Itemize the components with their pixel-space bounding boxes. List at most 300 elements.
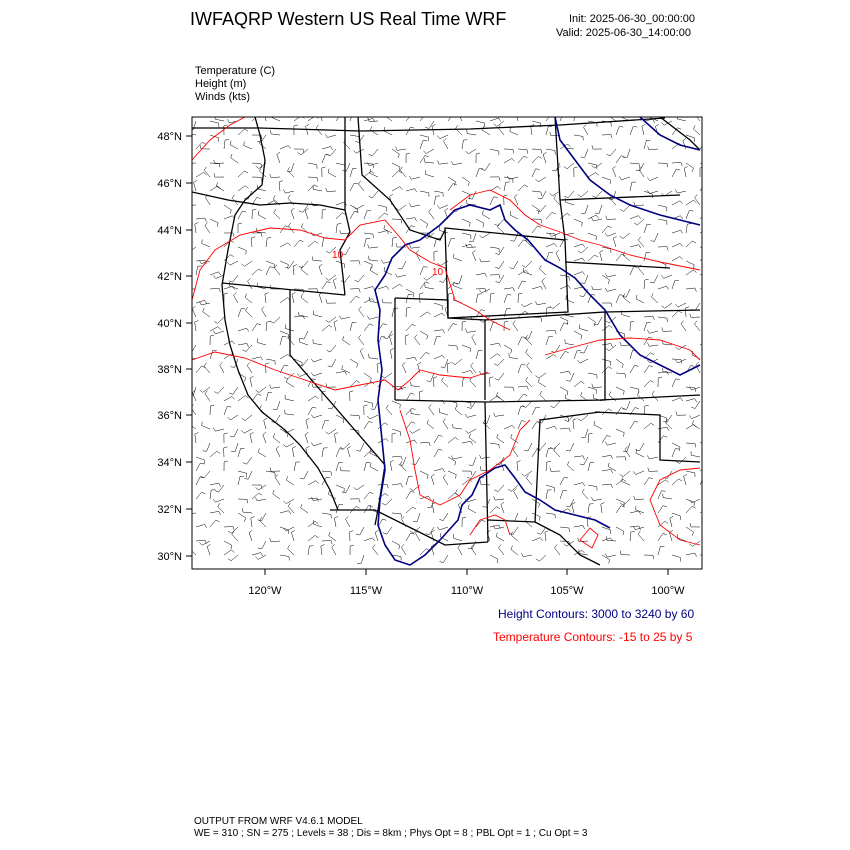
wind-barb xyxy=(308,163,317,169)
wind-barb xyxy=(340,467,350,471)
wind-barb xyxy=(504,288,515,292)
lon-label-105: 105°W xyxy=(550,585,584,597)
wind-barb xyxy=(425,170,434,177)
variable-temperature: Temperature (C) xyxy=(195,65,276,77)
wind-barb xyxy=(224,397,235,402)
wind-barb xyxy=(546,126,552,135)
wind-barb xyxy=(313,311,322,317)
wind-barb xyxy=(532,205,539,214)
wind-barb xyxy=(448,324,457,332)
wind-barb xyxy=(676,411,686,415)
wind-barb xyxy=(588,504,593,513)
wind-barb xyxy=(252,269,262,275)
wind-barb xyxy=(210,327,221,331)
wind-barb xyxy=(186,202,196,206)
chart-title: IWFAQRP Western US Real Time WRF xyxy=(190,9,507,29)
wind-barb xyxy=(686,224,691,233)
wind-barb xyxy=(350,359,358,368)
wind-barb xyxy=(248,278,253,289)
wind-barb xyxy=(672,449,679,457)
temp-contour-ne xyxy=(450,190,700,270)
wind-barb xyxy=(210,511,221,515)
wind-barb xyxy=(602,469,613,473)
wind-barb xyxy=(328,359,336,367)
wind-barb xyxy=(469,457,476,465)
wind-barb xyxy=(419,391,423,401)
wind-barb xyxy=(213,499,224,502)
wind-barb xyxy=(425,283,434,289)
wind-barb xyxy=(644,366,653,373)
wind-barb xyxy=(630,321,634,331)
lat-label-36: 36°N xyxy=(157,410,182,422)
wind-barb xyxy=(518,365,525,373)
wind-barb xyxy=(578,247,588,253)
wind-barb xyxy=(510,261,519,269)
wind-barb xyxy=(382,299,392,303)
wind-barb xyxy=(367,316,378,320)
wind-barb xyxy=(560,491,567,500)
wind-barb xyxy=(420,442,430,446)
wind-barb xyxy=(322,421,329,430)
wind-barb xyxy=(630,267,638,275)
wind-barb xyxy=(264,418,267,429)
wind-barb xyxy=(390,460,394,471)
wind-barb xyxy=(616,359,623,368)
wind-barb xyxy=(602,367,612,373)
wind-barb xyxy=(406,422,415,429)
wind-barb xyxy=(214,317,224,323)
wind-barb xyxy=(286,378,294,387)
wind-barb xyxy=(373,545,378,555)
wind-barb xyxy=(454,254,462,261)
wind-barb xyxy=(444,138,449,149)
wind-barb xyxy=(666,419,673,429)
wind-barb xyxy=(538,191,546,199)
wind-barb xyxy=(695,321,701,331)
wind-barb xyxy=(462,219,470,227)
wind-barb xyxy=(280,555,289,560)
wind-barb xyxy=(370,505,378,513)
wind-barb xyxy=(574,272,585,275)
wind-barb xyxy=(308,521,318,527)
wind-barb xyxy=(581,149,588,157)
wind-barb xyxy=(476,121,485,127)
wind-barb xyxy=(532,226,541,233)
wind-barb xyxy=(336,485,344,492)
wind-barb xyxy=(504,321,508,331)
wind-barb xyxy=(326,429,336,434)
wind-barb xyxy=(252,209,256,219)
wind-barb xyxy=(634,202,644,206)
wind-barb xyxy=(692,420,700,429)
model-footer-line2: WE = 310 ; SN = 275 ; Levels = 38 ; Dis = 8km ; Phys Opt = 8 ; PBL Opt = 1 ; Cu Opt = 3 xyxy=(194,828,588,839)
oklahoma xyxy=(600,395,700,400)
wind-barb xyxy=(496,533,504,541)
wind-barb xyxy=(252,233,262,237)
wind-barb xyxy=(453,424,463,429)
wind-barb xyxy=(521,553,532,557)
valid-time: Valid: 2025-06-30_14:00:00 xyxy=(556,27,691,39)
wind-barb xyxy=(672,230,683,233)
wind-barb xyxy=(224,293,228,303)
wind-barb xyxy=(504,158,515,163)
colorado xyxy=(485,312,605,402)
wind-barb xyxy=(588,433,593,443)
wind-barb xyxy=(392,429,401,436)
temperature-contours-legend: Temperature Contours: -15 to 25 by 5 xyxy=(493,630,693,644)
wind-barb xyxy=(238,396,248,401)
wind-barb xyxy=(322,325,332,331)
wind-barb xyxy=(406,289,414,297)
wind-barb xyxy=(364,405,368,415)
temp-contour-east xyxy=(545,338,700,360)
wind-barb xyxy=(532,286,543,289)
wind-barb xyxy=(442,377,448,387)
wind-barb xyxy=(227,261,238,265)
wind-barb xyxy=(257,339,266,346)
wind-barb xyxy=(242,345,252,352)
wind-barb xyxy=(266,267,274,275)
wind-barb xyxy=(607,149,616,156)
wind-barb xyxy=(210,335,214,345)
wind-barb xyxy=(476,273,487,277)
wind-barb xyxy=(210,135,219,142)
wind-barb xyxy=(370,267,378,275)
wind-barb xyxy=(300,331,308,339)
wind-barb xyxy=(588,317,595,326)
wind-barb xyxy=(616,254,625,261)
wind-barb xyxy=(210,483,221,487)
wind-barb xyxy=(672,479,682,485)
wind-barb xyxy=(458,110,462,121)
wind-barb xyxy=(224,233,234,237)
wind-barb xyxy=(425,121,434,129)
wind-barb xyxy=(257,283,266,289)
wind-barb xyxy=(392,187,403,191)
wind-barb xyxy=(574,219,582,227)
wind-barb xyxy=(299,205,308,212)
wind-barb xyxy=(497,223,504,233)
wind-barb xyxy=(616,479,626,485)
wind-barb xyxy=(244,142,252,150)
wind-barb xyxy=(605,288,616,291)
wind-barb xyxy=(294,149,304,153)
wind-barb xyxy=(434,469,445,472)
wind-barb xyxy=(591,497,602,501)
wind-barb xyxy=(620,205,630,211)
wind-barb xyxy=(481,163,490,171)
wind-barb xyxy=(592,286,602,290)
wind-barb xyxy=(560,351,569,359)
wind-barb xyxy=(238,476,244,485)
wind-barb xyxy=(327,345,336,352)
wind-barb xyxy=(230,141,238,149)
wind-barb xyxy=(378,439,389,444)
wind-barb xyxy=(602,359,611,366)
wind-barb xyxy=(518,406,525,415)
wind-barb xyxy=(700,477,707,485)
wind-barb xyxy=(238,171,248,177)
wind-barb xyxy=(340,230,350,234)
wind-barb xyxy=(630,350,637,359)
wind-barb xyxy=(252,177,262,181)
wind-barb xyxy=(616,373,626,378)
wind-barb xyxy=(332,544,336,555)
wind-barb xyxy=(630,163,640,168)
wind-barb xyxy=(518,394,527,401)
wind-barb xyxy=(199,301,210,305)
wind-barb xyxy=(280,146,291,150)
wind-barb xyxy=(647,190,658,193)
wind-barb xyxy=(210,520,219,527)
wind-barb xyxy=(686,241,696,247)
wind-barb xyxy=(498,125,504,135)
wind-barb xyxy=(560,275,569,281)
wind-barb xyxy=(448,471,456,479)
wind-barb xyxy=(532,149,542,153)
wind-barb xyxy=(683,138,686,149)
wind-barb xyxy=(292,292,296,303)
utah-arizona xyxy=(395,400,485,402)
utah-east xyxy=(395,298,485,400)
wind-barb xyxy=(638,531,644,541)
wind-barb xyxy=(620,551,630,555)
wind-barb xyxy=(336,449,343,457)
wind-barb xyxy=(647,177,658,181)
wind-barb xyxy=(479,289,490,293)
wind-barb xyxy=(613,236,616,247)
wind-barb xyxy=(298,149,308,155)
wind-barb xyxy=(205,223,210,234)
temperature-contours xyxy=(192,117,700,548)
wind-barb xyxy=(602,344,613,348)
wind-barb xyxy=(251,237,255,247)
wind-barb xyxy=(406,357,417,361)
wind-barb xyxy=(413,513,420,522)
wind-barb xyxy=(686,211,693,219)
wind-barb xyxy=(672,555,681,562)
wind-barb xyxy=(546,253,553,262)
wind-barb xyxy=(322,209,326,219)
wind-barb xyxy=(546,337,553,346)
wind-barb xyxy=(273,401,280,410)
wind-barb xyxy=(423,149,434,154)
wind-barb xyxy=(238,328,249,331)
wind-barb xyxy=(606,345,616,351)
wind-barb xyxy=(420,312,430,317)
wind-barb xyxy=(490,377,494,387)
contour-label-1: 10 xyxy=(432,267,444,278)
wind-barb xyxy=(546,243,557,247)
arizona-south xyxy=(330,510,488,545)
wind-barb xyxy=(532,407,540,415)
wind-barb xyxy=(588,233,596,240)
wind-barb xyxy=(258,541,266,549)
wind-barb xyxy=(467,130,476,136)
wind-barb xyxy=(602,177,610,184)
wind-barb xyxy=(266,392,272,401)
wind-barb xyxy=(410,245,421,249)
wind-barb xyxy=(490,177,500,181)
wind-barb xyxy=(313,339,322,345)
wind-barb xyxy=(700,142,709,149)
wind-barb xyxy=(636,443,644,451)
wind-barb xyxy=(195,321,199,332)
wind-barb xyxy=(616,506,625,513)
wind-barb xyxy=(199,541,210,545)
wind-barb xyxy=(358,181,364,191)
wind-barb xyxy=(186,160,196,164)
wind-barb xyxy=(289,223,294,233)
wind-barb xyxy=(658,546,664,555)
wind-barb xyxy=(555,545,560,555)
wind-barb xyxy=(443,475,448,486)
wind-barb xyxy=(616,295,624,303)
wind-barb xyxy=(319,292,322,303)
wind-barb xyxy=(465,414,476,417)
wind-barb xyxy=(540,391,546,401)
temp-contour-west xyxy=(192,220,510,330)
wind-barb xyxy=(686,553,697,557)
wind-barb xyxy=(472,250,476,261)
wind-barb xyxy=(350,296,360,303)
wind-barb xyxy=(511,513,518,521)
wind-barb xyxy=(437,527,448,530)
wind-barb xyxy=(437,205,448,209)
wind-barb xyxy=(565,339,574,345)
wind-barb xyxy=(455,406,462,415)
wind-barb xyxy=(537,527,546,534)
wind-barb xyxy=(406,324,416,331)
wind-barb xyxy=(396,147,407,151)
wind-barb xyxy=(279,181,283,191)
wind-barb xyxy=(359,307,364,317)
wind-barb xyxy=(252,485,262,489)
wind-barb xyxy=(293,265,297,275)
wind-barb xyxy=(213,428,224,432)
wind-barb xyxy=(286,476,294,485)
wind-barb xyxy=(658,317,668,322)
wind-barb xyxy=(301,294,308,303)
wind-barb xyxy=(469,233,476,242)
wind-barb xyxy=(424,158,434,163)
wind-barb xyxy=(527,363,532,373)
wind-barb xyxy=(700,183,709,191)
wind-barb xyxy=(231,443,238,452)
wind-barb xyxy=(224,433,228,443)
wind-barb xyxy=(244,471,252,479)
wind-barb xyxy=(265,111,269,122)
wind-barb xyxy=(514,194,518,205)
wind-barb xyxy=(690,314,700,318)
wind-barb xyxy=(285,410,294,415)
wind-barb xyxy=(210,451,220,457)
wind-barb xyxy=(210,405,214,415)
wind-barb xyxy=(466,329,477,333)
wind-barb xyxy=(305,432,308,443)
wind-barb xyxy=(462,517,466,527)
wind-barb xyxy=(224,140,229,150)
wind-barb xyxy=(494,413,505,417)
wind-barb xyxy=(508,485,518,491)
lat-label-30: 30°N xyxy=(157,551,182,563)
wind-barb xyxy=(578,191,588,197)
wind-barb xyxy=(574,525,585,529)
wind-barb xyxy=(311,359,322,362)
wind-barb xyxy=(273,434,280,443)
wind-barb xyxy=(470,377,476,387)
wind-barb xyxy=(214,387,224,394)
wind-barb xyxy=(252,324,261,331)
contour-label-0: 10 xyxy=(332,250,344,261)
wind-barb xyxy=(336,261,345,268)
wind-barb xyxy=(448,239,455,248)
wind-barb xyxy=(644,225,651,234)
wind-barb xyxy=(454,534,463,541)
wind-barb xyxy=(434,435,442,443)
wind-barb xyxy=(280,511,291,514)
wind-barb xyxy=(301,266,308,275)
wind-barb xyxy=(213,275,224,279)
wind-barb xyxy=(434,303,443,310)
wind-barb xyxy=(326,299,336,303)
wind-barb xyxy=(243,457,252,464)
wind-barb xyxy=(270,174,280,178)
wind-barb xyxy=(283,443,294,447)
wind-barb xyxy=(685,307,689,317)
wind-barb xyxy=(630,216,641,219)
wind-barb xyxy=(322,513,331,518)
wind-barb xyxy=(196,172,207,177)
wind-barb xyxy=(322,167,326,177)
wind-barb xyxy=(623,443,630,452)
wind-barb xyxy=(382,373,392,378)
wind-barb xyxy=(560,428,570,432)
wind-barb xyxy=(560,323,568,331)
wind-barb xyxy=(224,541,232,549)
wind-barb xyxy=(462,378,467,387)
wind-barb xyxy=(204,363,210,373)
wind-barb xyxy=(210,186,221,191)
wind-barb xyxy=(443,419,448,430)
wind-barb xyxy=(490,247,499,252)
wind-barb xyxy=(409,429,420,433)
wind-barb xyxy=(238,129,248,135)
wind-barb xyxy=(670,516,673,527)
wind-barb xyxy=(194,180,197,191)
wind-barb xyxy=(480,455,491,459)
wind-barb xyxy=(692,351,700,359)
wind-barb xyxy=(686,270,697,275)
wind-barb xyxy=(686,443,696,447)
wind-barb xyxy=(518,149,528,154)
wind-barb xyxy=(238,309,245,317)
wind-barb xyxy=(521,303,532,307)
wind-barb xyxy=(564,163,574,169)
wind-barb xyxy=(700,163,708,171)
wind-barb xyxy=(280,243,291,247)
wind-barb xyxy=(490,343,501,347)
wind-barb xyxy=(532,169,540,177)
wind-barb xyxy=(592,384,602,388)
wind-barb xyxy=(574,351,581,360)
wind-barbs xyxy=(186,110,711,563)
wind-barb xyxy=(210,121,219,127)
wind-barb xyxy=(550,191,561,196)
wind-barb xyxy=(378,213,388,219)
wind-barb xyxy=(196,366,205,373)
wind-barb xyxy=(232,531,238,541)
